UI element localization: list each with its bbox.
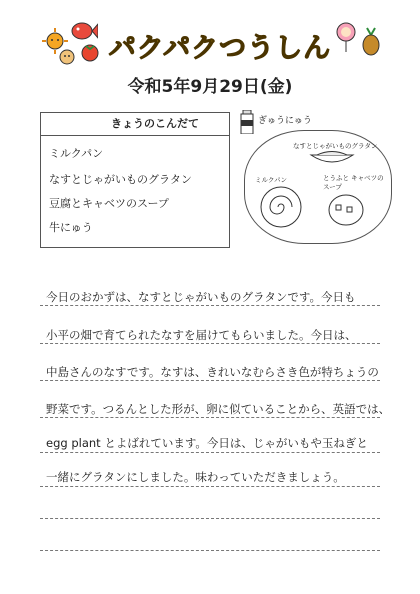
milk-label: ぎゅうにゅう xyxy=(258,116,312,126)
writing-line xyxy=(40,305,380,306)
menu-item: 牛にゅう xyxy=(49,221,93,234)
writing-line xyxy=(40,518,380,519)
soup-label: とうふと キャベツのスープ xyxy=(323,174,384,191)
writing-line xyxy=(40,343,380,344)
writing-line xyxy=(40,380,380,381)
pineapple-mascot-icon xyxy=(360,26,382,60)
writing-line xyxy=(40,486,380,487)
essay-line: 一緒にグラタンにしました。味わっていただきましょう。 xyxy=(46,470,345,484)
menu-box xyxy=(40,112,230,248)
newsletter-title: パクパクつうしん xyxy=(108,33,332,64)
gratin-label: なすとじゃがいものグラタン xyxy=(293,142,378,150)
issue-date: 令和5年9月29日(金) xyxy=(127,77,293,97)
menu-item: なすとじゃがいものグラタン xyxy=(49,173,192,186)
essay-line: egg plant とよばれています。今日は、じゃがいもや玉ねぎと xyxy=(46,436,368,450)
menu-item: ミルクパン xyxy=(49,147,104,160)
food-mascot-icon xyxy=(58,48,76,70)
gratin-dish-icon xyxy=(309,151,355,167)
writing-line xyxy=(40,550,380,551)
menu-heading: きょうのこんだて xyxy=(41,113,229,136)
essay-line: 今日のおかずは、なすとじゃがいものグラタンです。今日も xyxy=(46,290,356,304)
essay-line: 中島さんのなすです。なすは、きれいなむらさき色が特ちょうの xyxy=(46,365,379,379)
essay-line: 野菜です。つるんとした形が、卵に似ていることから、英語では、 xyxy=(46,402,391,416)
menu-item: 豆腐とキャベツのスープ xyxy=(49,197,169,210)
writing-line xyxy=(40,417,380,418)
milk-bottle-icon xyxy=(240,110,254,138)
essay-line: 小平の畑で育てられたなすを届けてもらいました。今日は、 xyxy=(46,328,357,342)
flower-mascot-icon xyxy=(334,22,358,56)
meal-tray-illustration xyxy=(244,130,392,244)
bread-label: ミルクパン xyxy=(255,176,287,184)
milk-bread-icon xyxy=(259,185,303,229)
soup-bowl-icon xyxy=(327,193,365,227)
writing-line xyxy=(40,452,380,453)
tomato-mascot-icon xyxy=(80,42,100,66)
